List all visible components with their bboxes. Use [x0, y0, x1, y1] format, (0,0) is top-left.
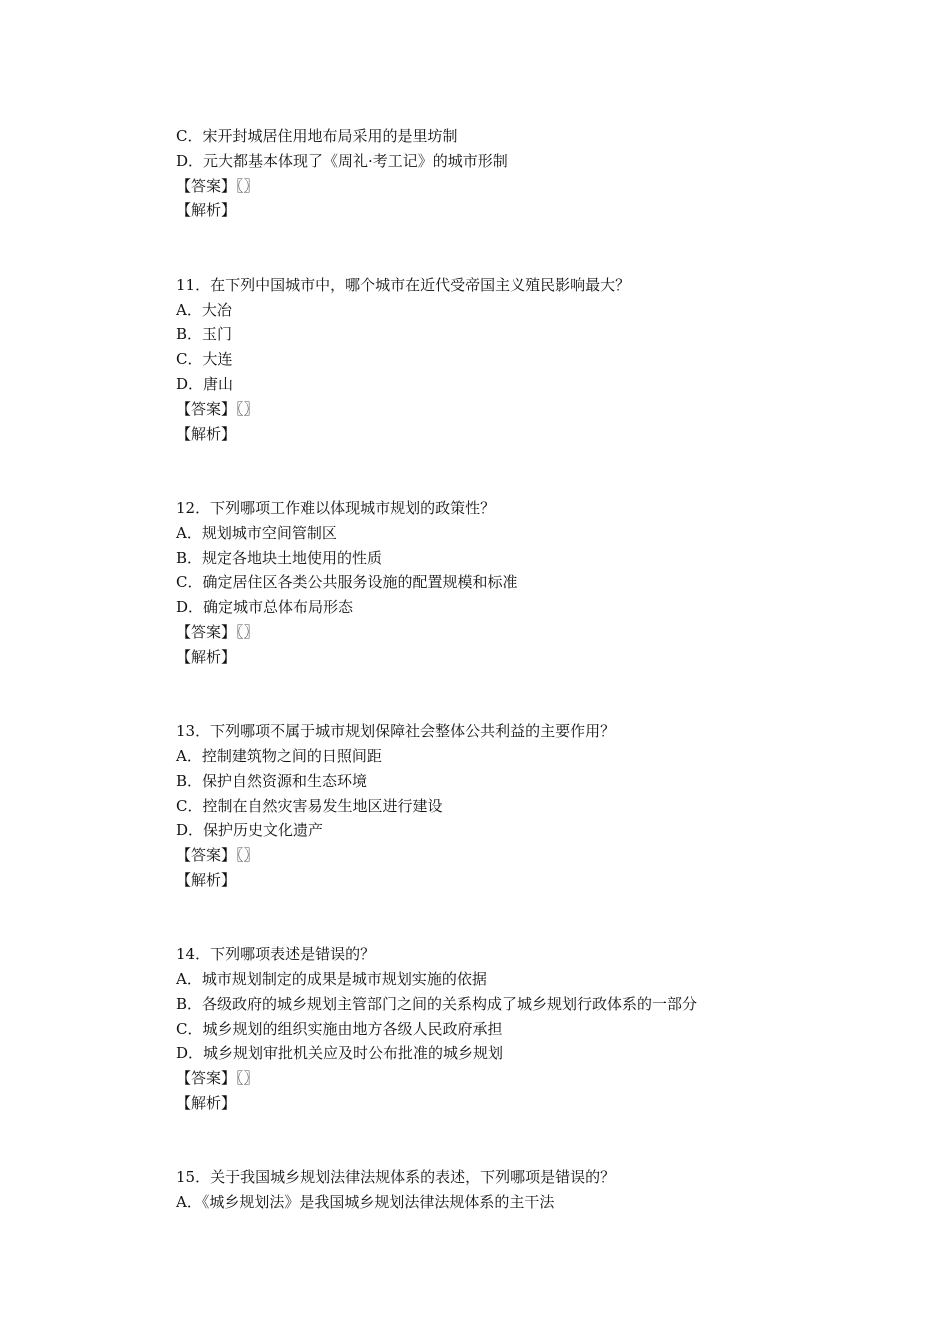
- question-block-q14: [176, 942, 896, 1116]
- analysis-label: 【解析】: [176, 201, 237, 220]
- question-block-q15: [176, 1165, 896, 1215]
- question-stem: 13．下列哪项不属于城市规划保障社会整体公共利益的主要作用？: [176, 722, 616, 741]
- analysis-label: 【解析】: [176, 424, 237, 443]
- question-block-q11: [176, 273, 896, 447]
- answer-option: C．确定居住区各类公共服务设施的配置规模和标准: [176, 573, 518, 592]
- answer-option: C．城乡规划的组织实施由地方各级人民政府承担: [176, 1019, 503, 1038]
- answer-option: D．城乡规划审批机关应及时公布批准的城乡规划: [176, 1044, 504, 1063]
- answer-option: B．各级政府的城乡规划主管部门之间的关系构成了城乡规划行政体系的一部分: [176, 994, 698, 1013]
- answer-option: A．控制建筑物之间的日照间距: [176, 746, 382, 765]
- analysis-label: 【解析】: [176, 1094, 237, 1113]
- answer-option: D．唐山: [176, 374, 234, 393]
- answer-option: A．《城乡规划法》是我国城乡规划法律法规体系的主干法: [176, 1193, 555, 1212]
- answer-option: B．规定各地块土地使用的性质: [176, 548, 383, 567]
- analysis-label: 【解析】: [176, 870, 237, 889]
- answer-option: D．元大都基本体现了《周礼·考工记》的城市形制: [176, 151, 508, 170]
- question-stem: 14．下列哪项表述是错误的？: [176, 945, 376, 964]
- question-block-q13: [176, 719, 896, 893]
- answer-option: C．控制在自然灾害易发生地区进行建设: [176, 796, 443, 815]
- answer-label: 【答案】〖〗: [176, 1069, 259, 1088]
- answer-option: D．确定城市总体布局形态: [176, 598, 354, 617]
- answer-option: C．宋开封城居住用地布局采用的是里坊制: [176, 127, 458, 145]
- question-stem: 12．下列哪项工作难以体现城市规划的政策性？: [176, 498, 496, 517]
- answer-option: A．城市规划制定的成果是城市规划实施的依据: [176, 970, 487, 989]
- answer-option: A．大冶: [176, 300, 232, 319]
- answer-label: 【答案】〖〗: [176, 399, 259, 418]
- answer-label: 【答案】〖〗: [176, 846, 259, 865]
- answer-option: D．保护历史文化遗产: [176, 821, 324, 840]
- analysis-label: 【解析】: [176, 647, 237, 666]
- answer-label: 【答案】〖〗: [176, 622, 259, 641]
- document-page: [176, 124, 896, 1215]
- answer-label: 【答案】〖〗: [176, 176, 259, 195]
- answer-option: B．玉门: [176, 325, 233, 344]
- answer-option: A．规划城市空间管制区: [176, 523, 337, 542]
- question-block-q10: [176, 124, 896, 223]
- answer-option: B．保护自然资源和生态环境: [176, 771, 368, 790]
- question-stem: 15．关于我国城乡规划法律法规体系的表述，下列哪项是错误的？: [176, 1168, 616, 1187]
- question-stem: 11．在下列中国城市中，哪个城市在近代受帝国主义殖民影响最大？: [176, 275, 631, 294]
- answer-option: C．大连: [176, 350, 233, 369]
- question-block-q12: [176, 496, 896, 670]
